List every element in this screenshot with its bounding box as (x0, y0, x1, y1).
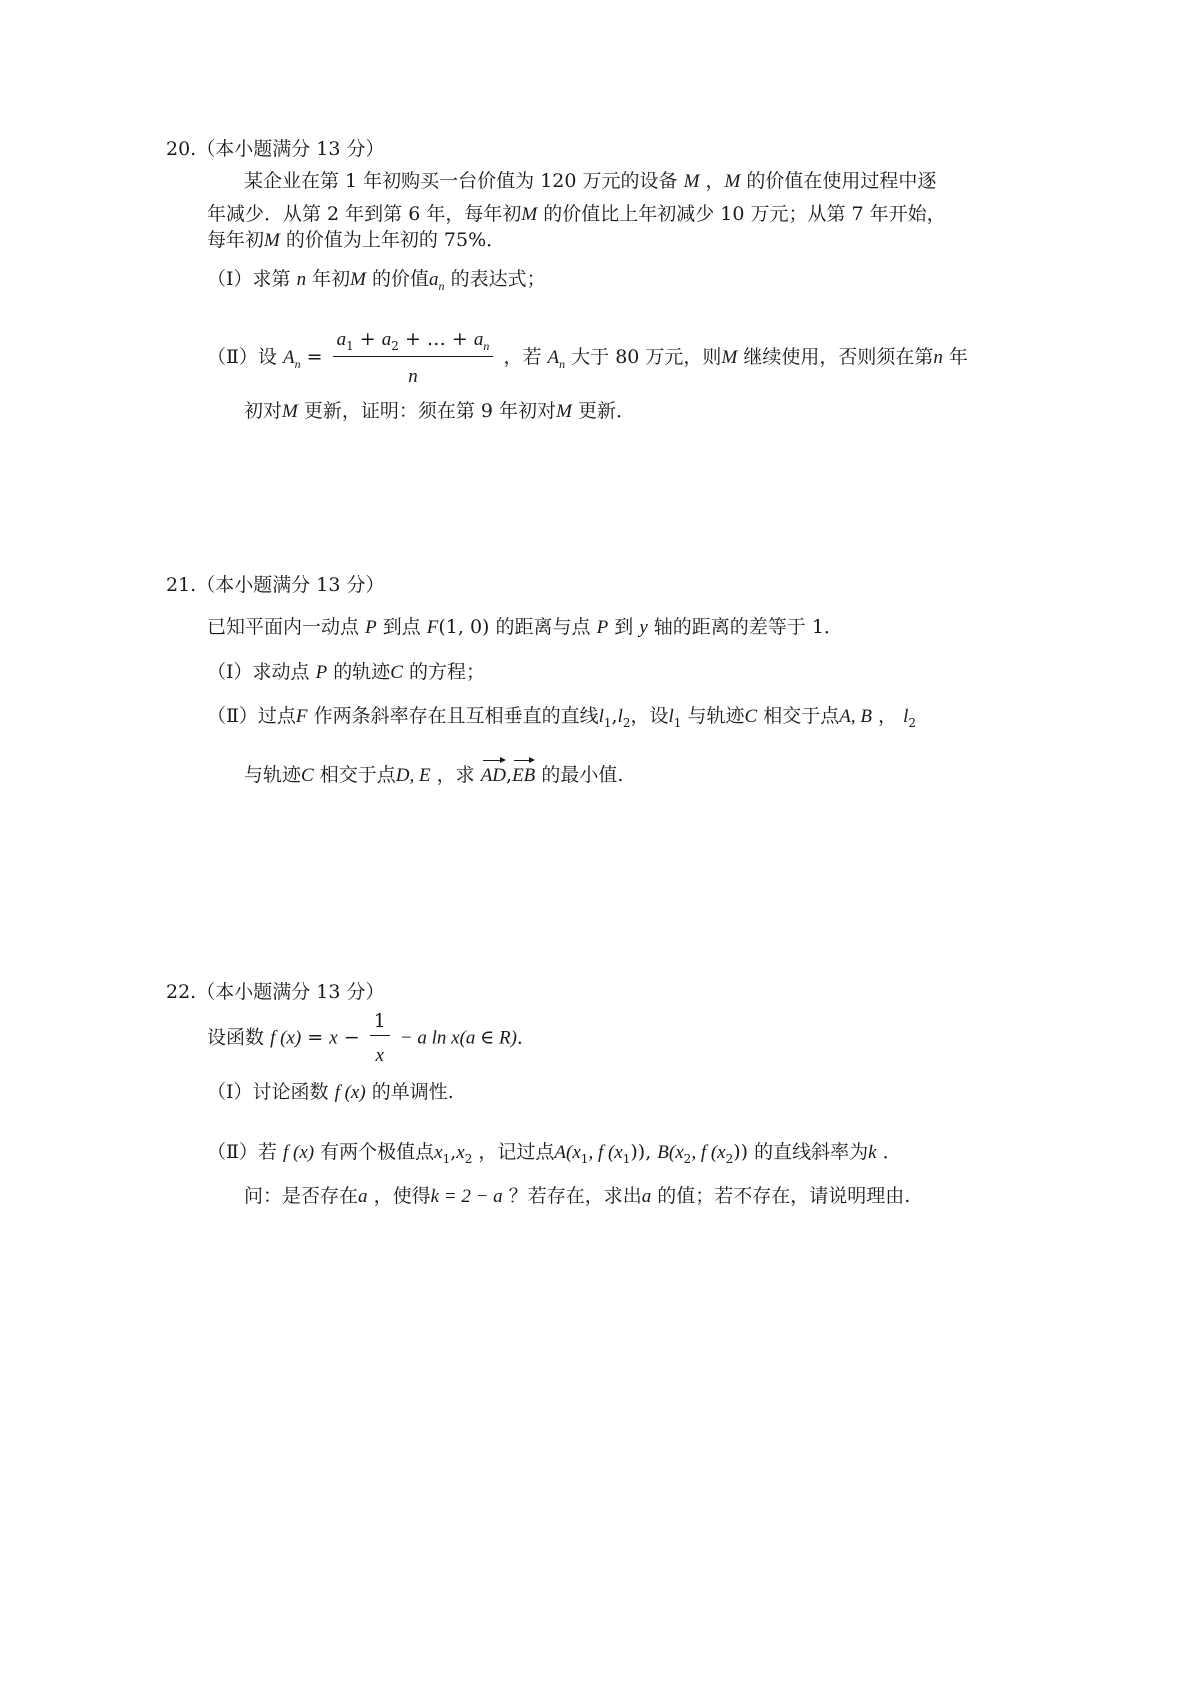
q22-reciprocal-fraction: $\frac{1}{x}$ (370, 1012, 390, 1065)
q20-stem-line3: 每年初M 的价值为上年初的 75%． (207, 229, 506, 251)
q21-part1: （Ⅰ）求动点 P 的轨迹C 的方程； (207, 661, 485, 683)
q22-stem: 设函数 f (x) = x − $\frac{1}{x}$ − a ln x(a ∈ R)． (207, 1010, 536, 1066)
q20-average-fraction: $\frac{a_1 + a_2 + \dots + a_n}{n}$ (333, 330, 494, 386)
q22-heading: 22.（本小题满分 13 分） (166, 981, 385, 1003)
q20-stem-line2: 年减少．从第 2 年到第 6 年，每年初M 的价值比上年初减少 10 万元；从第 7 年开始， (207, 203, 946, 225)
q22-part2-line2: 问：是否存在a ，使得k = 2 − a ？若存在，求出a 的值；若不存在，请说明理由. (244, 1185, 911, 1207)
q20-part2: （Ⅱ）设 $A_n$ = $\frac{a_1 + a_2 + \dots + a_n}{n}$ ，若 $A_n$ 大于 80 万元，则M 继续使用，否则须在第n 年 (207, 328, 968, 387)
q21-stem: 已知平面内一动点 P 到点 F(1, 0) 的距离与点 P 到 y 轴的距离的差等于 1． (207, 616, 843, 638)
q21-part2: （Ⅱ）过点F 作两条斜率存在且互相垂直的直线$l_1,l_2$，设$l_1$ 与轨迹C 相交于点A, B ， $l_2$ (207, 705, 916, 730)
q20-heading: 20.（本小题满分 13 分） (166, 138, 385, 160)
q22-part2: （Ⅱ）若 f (x) 有两个极值点$x_1,x_2$ ，记过点$A(x_1$, f $(x_1)$), $B(x_2$, f $(x_2)$) 的直线斜率为k ． (207, 1141, 902, 1166)
q20-part2-line2: 初对M 更新，证明：须在第 9 年初对M 更新． (244, 400, 635, 422)
vector-EB: EB (512, 765, 536, 786)
q21-heading: 21.（本小题满分 13 分） (166, 574, 385, 596)
vector-AD: AD (480, 765, 507, 786)
q21-part2-line2: 与轨迹C 相交于点D, E ，求 AD,EB 的最小值. (244, 764, 624, 786)
q20-part1: （Ⅰ）求第 n 年初M 的价值$a_n$ 的表达式； (207, 268, 546, 293)
q22-part1: （Ⅰ）讨论函数 f (x) 的单调性. (207, 1081, 454, 1103)
q20-stem-line1: 某企业在第 1 年初购买一台价值为 120 万元的设备 M ，M 的价值在使用过程中逐 (244, 170, 937, 192)
